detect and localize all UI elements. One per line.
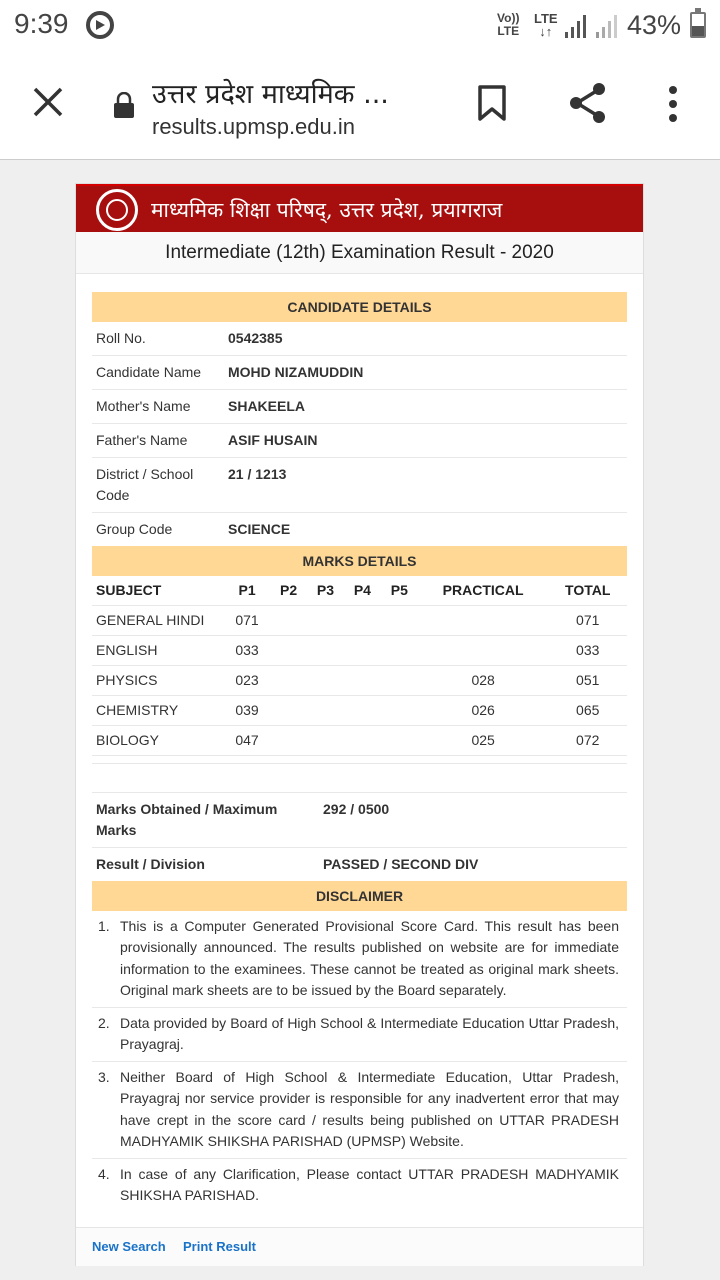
father-name-label: Father's Name [96,432,188,448]
spacer-row [92,755,627,763]
col-total: TOTAL [548,576,627,605]
table-row [92,635,627,665]
blank-row [92,764,627,793]
disclaimer-number: 3. [98,1068,110,1085]
p3-cell [307,635,344,665]
p4-cell [344,635,381,665]
p1-cell: 039 [224,695,270,725]
table-row [92,695,627,725]
media-notification-icon [86,11,114,39]
subject-cell: GENERAL HINDI [92,605,224,635]
marks-obtained-label: Marks Obtained / Maximum Marks [96,800,278,838]
candidate-name-label: Candidate Name [96,364,202,380]
board-header [76,184,643,232]
p2-cell [270,635,307,665]
father-name-value: ASIF HUSAIN [228,432,318,448]
total-cell: 072 [548,725,627,755]
candidate-name-value: MOHD NIZAMUDDIN [228,364,364,380]
summary-row [92,848,627,881]
p5-cell [381,665,418,695]
col-practical: PRACTICAL [418,576,549,605]
p1-cell: 023 [224,665,270,695]
lock-icon [113,92,135,118]
practical-cell: 025 [418,725,549,755]
status-time: 9:39 [14,8,69,39]
browser-toolbar [0,52,720,160]
summary-row [92,793,627,848]
list-item [92,1159,627,1212]
p5-cell [381,695,418,725]
disclaimer-number: 1. [98,917,110,934]
col-p2: P2 [270,576,307,605]
bookmark-icon[interactable] [477,84,507,122]
result-division-label: Result / Division [96,855,205,872]
p1-cell: 071 [224,605,270,635]
result-subtitle: Intermediate (12th) Examination Result - 2020 [76,232,643,274]
signal-strength-icon [564,14,590,38]
roll-no-label: Roll No. [96,330,146,346]
p4-cell [344,725,381,755]
candidate-row [92,458,627,513]
p3-cell [307,695,344,725]
practical-cell [418,635,549,665]
result-division-value: PASSED / SECOND DIV [323,855,479,872]
close-icon[interactable] [32,86,64,118]
list-item [92,911,627,1008]
col-p4: P4 [344,576,381,605]
p4-cell [344,695,381,725]
table-row [92,725,627,755]
lte-line2: ↓↑ [539,24,553,39]
disclaimer-text: Data provided by Board of High School & Intermediate Education Uttar Pradesh, Prayagraj. [120,1014,619,1052]
col-subject: SUBJECT [92,576,224,605]
p3-cell [307,665,344,695]
total-cell: 071 [548,605,627,635]
table-row [92,605,627,635]
list-item [92,1062,627,1159]
board-logo-icon [96,189,138,231]
url-text[interactable]: results.upmsp.edu.in [152,114,355,139]
board-title: माध्यमिक शिक्षा परिषद्, उत्तर प्रदेश, प्रयागराज [151,198,503,222]
district-school-label: District / School Code [96,466,194,503]
status-bar [0,0,720,52]
candidate-details-header: CANDIDATE DETAILS [92,292,627,322]
subject-cell: PHYSICS [92,665,224,695]
volte-line1: Vo)) [497,11,520,25]
p1-cell: 047 [224,725,270,755]
p1-cell: 033 [224,635,270,665]
candidate-row [92,390,627,424]
page-title: उत्तर प्रदेश माध्यमिक ... [152,79,389,110]
battery-icon [690,12,706,38]
lte-indicator [534,12,558,38]
disclaimer-text: Neither Board of High School & Intermediate Education, Uttar Pradesh, Prayagraj nor service provider is responsible for any inadvertent error that may have crept in the score card / results being published on UTTAR PRADESH MADHYAMIK SHIKSHA PARISHAD (UPMSP) Website. [120,1068,619,1149]
candidate-row [92,322,627,356]
group-code-label: Group Code [96,521,173,537]
p4-cell [344,665,381,695]
disclaimer-number: 2. [98,1014,110,1031]
p2-cell [270,725,307,755]
p2-cell [270,665,307,695]
table-row [92,665,627,695]
col-p3: P3 [307,576,344,605]
total-cell: 033 [548,635,627,665]
practical-cell: 026 [418,695,549,725]
p2-cell [270,695,307,725]
mother-name-label: Mother's Name [96,398,191,414]
p2-cell [270,605,307,635]
card-footer [76,1227,643,1266]
signal-strength-2-icon [595,14,621,38]
disclaimer-header: DISCLAIMER [92,881,627,911]
group-code-value: SCIENCE [228,521,291,537]
volte-indicator [497,12,519,38]
p5-cell [381,605,418,635]
marks-header-row [92,576,627,605]
marks-obtained-value: 292 / 0500 [323,800,390,817]
p3-cell [307,605,344,635]
candidate-row [92,513,627,546]
marks-details-header: MARKS DETAILS [92,546,627,576]
list-item [92,1008,627,1062]
new-search-link[interactable]: New Search [92,1239,166,1254]
disclaimer-text: This is a Computer Generated Provisional Score Card. This result has been provisionally announced. The results published on website are for immediate information to the examinees. These cannot be treated as original mark sheets. Original mark sheets are to be issued by the Board separately. [120,917,619,998]
p5-cell [381,725,418,755]
disclaimer-text: In case of any Clarification, Please contact UTTAR PRADESH MADHYAMIK SHIKSHA PARISHAD. [120,1165,619,1203]
district-school-value: 21 / 1213 [228,466,287,482]
marks-table [92,576,627,764]
p5-cell [381,635,418,665]
disclaimer-list [92,911,627,1212]
battery-percent: 43% [627,10,682,40]
more-options-icon[interactable] [668,86,678,122]
total-cell: 051 [548,665,627,695]
subject-cell: CHEMISTRY [92,695,224,725]
volte-line2: LTE [497,24,520,38]
mother-name-value: SHAKEELA [228,398,306,414]
lte-line1: LTE [534,11,558,26]
candidate-details [92,292,627,1212]
col-p5: P5 [381,576,418,605]
col-p1: P1 [224,576,270,605]
p3-cell [307,725,344,755]
subject-cell: ENGLISH [92,635,224,665]
practical-cell: 028 [418,665,549,695]
p4-cell [344,605,381,635]
roll-no-value: 0542385 [228,330,283,346]
practical-cell [418,605,549,635]
total-cell: 065 [548,695,627,725]
candidate-row [92,356,627,390]
share-icon[interactable] [568,82,608,124]
disclaimer-number: 4. [98,1165,110,1182]
result-card [75,183,644,1266]
subject-cell: BIOLOGY [92,725,224,755]
candidate-row [92,424,627,458]
print-result-link[interactable]: Print Result [183,1239,256,1254]
